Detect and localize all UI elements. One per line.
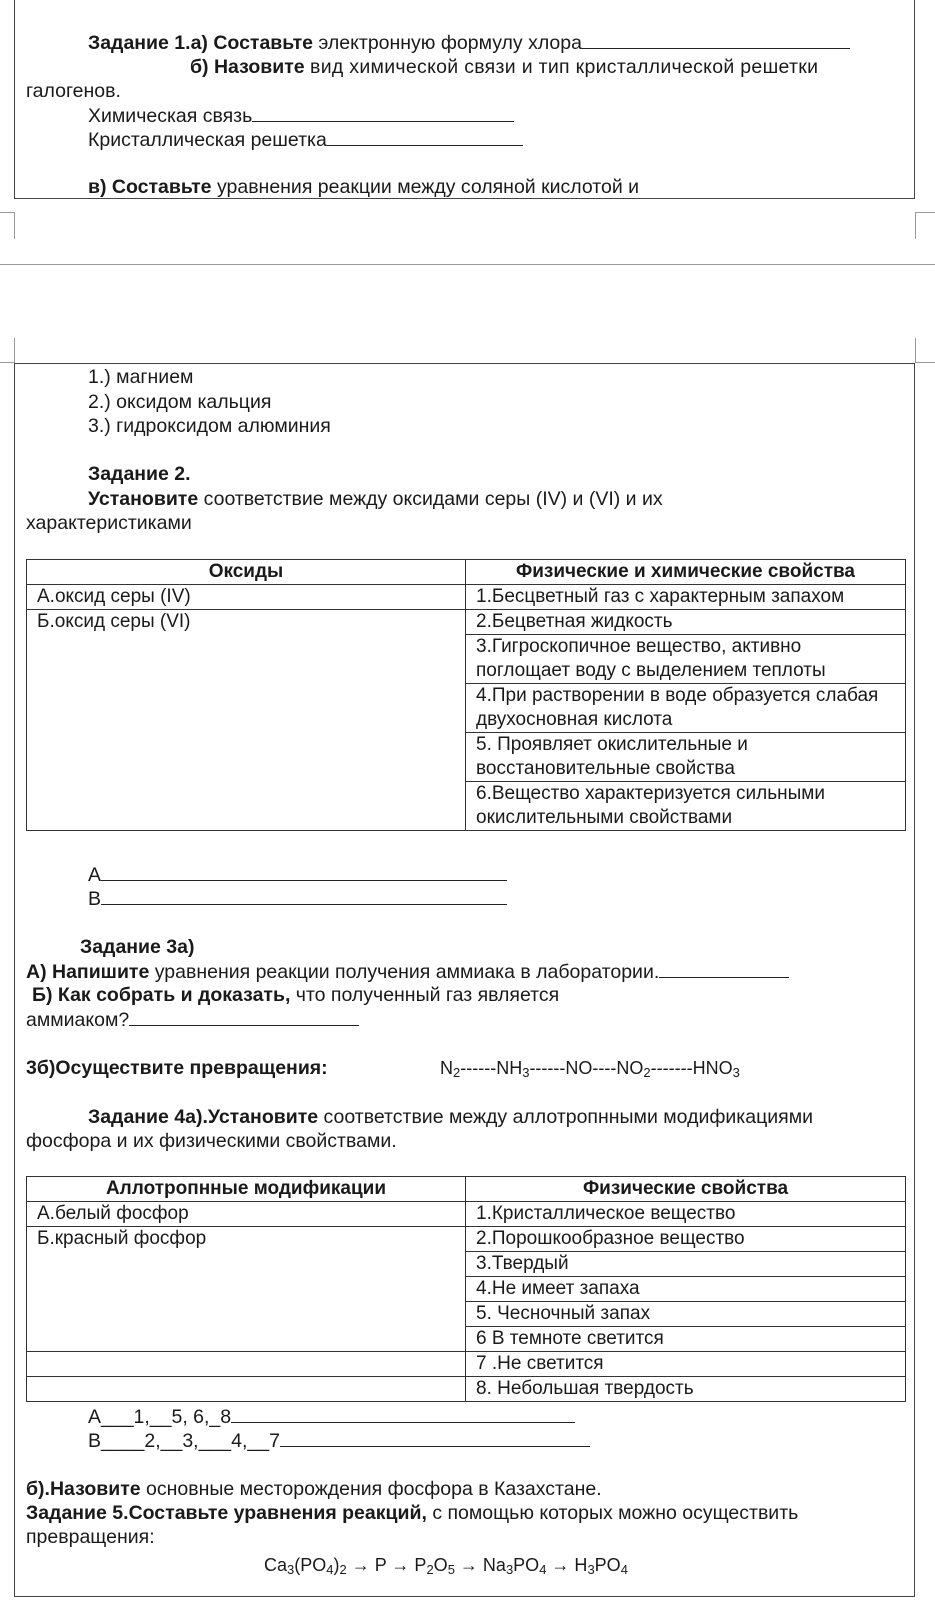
nitrogen-chain: $N_2------NH_3------NO----NO_2-------HNO_3$ [440,1058,740,1080]
task1-a-line [88,30,850,55]
table-row [27,1377,906,1402]
task4-title-cont: фосфора и их физическими свойствами. [26,1130,397,1152]
phos-property-2: 2.Порошкообразное вещество [466,1227,906,1252]
task2-answer-a [88,862,507,887]
task4-answer-a [88,1404,575,1429]
table-header-row [27,560,906,585]
crop-mark-right-bottom [915,338,935,363]
mod-a: А.белый фосфор [27,1202,466,1227]
task3-b [32,983,559,1007]
task1-item-1: 1.) магнием [88,366,194,388]
task3-b-cont: аммиаком? [26,1009,130,1031]
crop-mark-left [0,212,15,239]
property-3: 3.Гигроскопичное вещество, активно поглощает воду с выделением теплоты [466,635,906,684]
task3-a-bold: А) Напишите [26,961,150,983]
task4-title [88,1105,813,1129]
task1-bond-line [88,103,514,128]
table-header-row [27,1177,906,1202]
task3-a-text: уравнения реакции получения аммиака в лаборатории. [154,961,660,983]
empty-cell [27,1352,466,1377]
lattice-label: Кристаллическая решетка [88,129,327,151]
task1-a-bold: Задание 1.а) Составьте [88,32,313,54]
task4-b [26,1477,602,1501]
task3b-label: 3б)Осуществите превращения: [26,1057,328,1079]
task1-b-bold: б) Назовите [190,56,305,78]
task3-a-blank[interactable] [659,959,789,978]
task1-c-bold: в) Составьте [88,176,212,198]
property-4: 4.При растворении в воде образуется слабая двухосновная кислота [466,684,906,733]
col-properties: Физические и химические свойства [466,560,906,585]
crop-mark-right [915,212,935,239]
property-1: 1.Бесцветный газ с характерным запахом [466,585,906,610]
task3-title: Задание 3а) [80,936,195,958]
task3-b-blank[interactable] [129,1007,359,1026]
phosphorus-chain: $Ca_3(PO_4)_2 \to P \to P_2O_5 \to Na_3PO_4 \to H_3PO_4$ [264,1555,628,1577]
task4-title-bold: Задание 4а).Установите [88,1106,319,1128]
task1-a-text: электронную формулу хлора [318,32,582,54]
task2-instr-cont: характеристиками [26,512,192,534]
phos-property-8: 8. Небольшая твердость [466,1377,906,1402]
mod-b: Б.красный фосфор [27,1227,466,1352]
phos-property-3: 3.Твердый [466,1252,906,1277]
answer-b-label: В [88,888,102,910]
task1-c-line [88,175,639,199]
task5-title-cont: превращения: [26,1526,155,1548]
col-oxides: Оксиды [27,560,466,585]
task3-b-text: что полученный газ является [295,984,560,1006]
task1-c-text: уравнения реакции между соляной кислотой и [216,176,640,198]
task2-instr-text: соответствие между оксидами серы (IV) и (VI) и их [203,488,663,510]
task1-b-text: вид химической связи и тип кристаллической решетки [310,56,819,78]
phos-property-1: 1.Кристаллическое вещество [466,1202,906,1227]
task1-b-cont: галогенов. [26,80,121,102]
task5-title [26,1501,798,1525]
task1-item-2: 2.) оксидом кальция [88,391,272,413]
task5-title-bold: Задание 5.Составьте уравнения реакций, [26,1502,427,1524]
phos-property-7: 7 .Не светится [466,1352,906,1377]
phos-property-5: 5. Чесночный запах [466,1302,906,1327]
task3-b-cont-line [26,1007,359,1032]
property-2: 2.Бецветная жидкость [466,610,906,635]
oxide-b: Б.оксид серы (VI) [27,610,466,831]
task3-b-bold: Б) Как собрать и доказать, [32,984,291,1006]
task2-title: Задание 2. [88,463,191,485]
answer-a-label: А [88,864,102,886]
answer-a-blank[interactable] [101,862,507,881]
task1-item-3: 3.) гидроксидом алюминия [88,415,331,437]
phosphorus-table [26,1176,906,1402]
task4-answer-b-blank[interactable] [280,1428,590,1447]
bond-blank[interactable] [252,103,514,122]
task4-b-text: основные месторождения фосфора в Казахстане. [146,1478,602,1500]
table-row [27,1227,906,1252]
bond-label: Химическая связь [88,105,253,127]
task1-a-blank[interactable] [582,30,850,49]
table-row [27,610,906,635]
task4-answer-b [88,1428,590,1453]
phos-property-4: 4.Не имеет запаха [466,1277,906,1302]
col-physical-properties: Физические свойства [466,1177,906,1202]
crop-mark-left-bottom [0,338,15,363]
property-6: 6.Вещество характеризуется сильными окислительными свойствами [466,782,906,831]
empty-cell [27,1377,466,1402]
page-separator [0,264,935,265]
answer-a-handwritten: А___1,__5, 6,_8 [88,1406,232,1428]
task4-answer-a-blank[interactable] [231,1404,575,1423]
task2-instr [88,487,663,511]
task2-answer-b [88,886,507,911]
property-5: 5. Проявляет окислительные и восстановительные свойства [466,733,906,782]
table-row [27,1202,906,1227]
oxides-table [26,559,906,831]
task3-a [26,959,789,984]
task1-b-line [190,55,885,79]
lattice-blank[interactable] [327,127,523,146]
answer-b-handwritten: В____2,__3,___4,__7 [88,1430,280,1452]
answer-b-blank[interactable] [101,886,507,905]
task4-b-bold: б).Назовите [26,1478,141,1500]
table-row [27,1352,906,1377]
phos-property-6: 6 В темноте светится [466,1327,906,1352]
task2-instr-bold: Установите [88,488,199,510]
task1-lattice-line [88,127,523,152]
task5-title-text: с помощью которых можно осуществить [432,1502,799,1524]
col-modifications: Аллотропнные модификации [27,1177,466,1202]
oxide-a: А.оксид серы (IV) [27,585,466,610]
task4-title-text: соответствие между аллотропнными модификациями [323,1106,814,1128]
table-row [27,585,906,610]
